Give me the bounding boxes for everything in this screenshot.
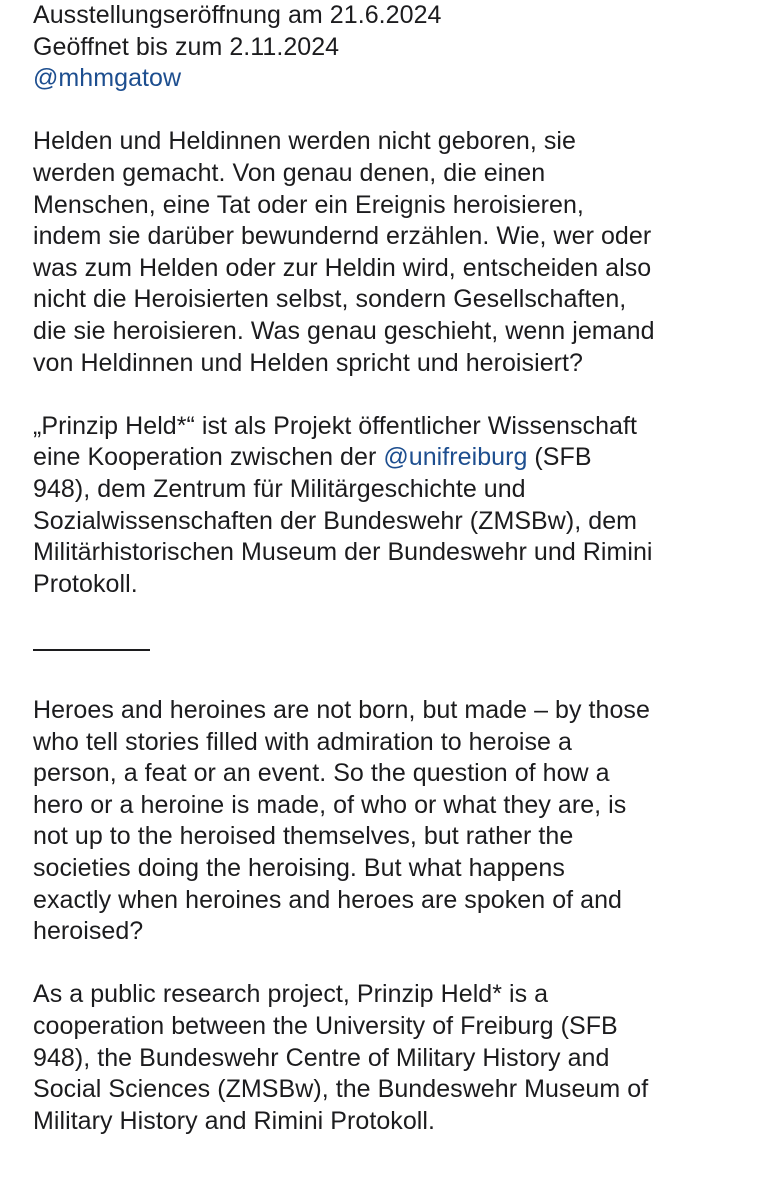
text-line: Protokoll.	[33, 569, 138, 598]
text-line: Menschen, eine Tat oder ein Ereignis heroisieren,	[33, 190, 584, 219]
text-line-with-mention	[33, 442, 745, 474]
text-line: Military History and Rimini Protokoll.	[33, 1106, 435, 1135]
open-until-line: Geöffnet bis zum 2.11.2024	[33, 32, 340, 61]
paragraph-gap	[33, 948, 745, 980]
text-line: cooperation between the University of Freiburg (SFB	[33, 1012, 618, 1040]
text-line: 948), dem Zentrum für Militärgeschichte und	[33, 474, 526, 503]
text-line: As a public research project, Prinzip Held* is a	[33, 980, 549, 1009]
section-divider-row	[33, 632, 745, 664]
english-paragraph-heroes	[33, 695, 745, 948]
post-text	[33, 0, 745, 1137]
text-line: werden gemacht. Von genau denen, die einen	[33, 158, 546, 187]
text-line: Sozialwissenschaften der Bundeswehr (ZMSBw), dem	[33, 506, 638, 535]
german-paragraph-cooperation	[33, 411, 745, 601]
text-line: Helden und Heldinnen werden nicht geboren, sie	[33, 127, 576, 156]
english-paragraph-cooperation	[33, 979, 745, 1137]
text-line: Militärhistorischen Museum der Bundeswehr und Rimini	[33, 538, 653, 567]
text-line: Heroes and heroines are not born, but made – by those	[33, 696, 650, 725]
text-line: indem sie darüber bewundernd erzählen. Wie, wer oder	[33, 222, 652, 251]
text-segment: (SFB	[527, 443, 592, 472]
mention-line	[33, 63, 745, 95]
text-line: heroised?	[33, 917, 144, 946]
paragraph-gap	[33, 379, 745, 411]
text-line: Social Sciences (ZMSBw), the Bundeswehr Museum of	[33, 1075, 649, 1104]
text-line: person, a feat or an event. So the question of how a	[33, 759, 610, 788]
text-line: societies doing the heroising. But what happens	[33, 854, 565, 883]
text-line: not up to the heroised themselves, but rather the	[33, 822, 574, 851]
opening-date-line: Ausstellungseröffnung am 21.6.2024	[33, 1, 442, 29]
paragraph-gap	[33, 95, 745, 127]
text-segment: eine Kooperation zwischen der	[33, 443, 384, 472]
text-line: „Prinzip Held*“ ist als Projekt öffentlicher Wissenschaft	[33, 411, 637, 440]
paragraph-gap	[33, 663, 745, 695]
paragraph-gap	[33, 600, 745, 632]
german-paragraph-heroes	[33, 126, 745, 379]
text-line: von Heldinnen und Helden spricht und heroisiert?	[33, 348, 583, 377]
mention-mhmgatow-link[interactable]: @mhmgatow	[33, 64, 182, 93]
text-line: hero or a heroine is made, of who or what they are, is	[33, 790, 627, 819]
mention-unifreiburg-link[interactable]: @unifreiburg	[383, 443, 528, 472]
text-line: who tell stories filled with admiration to heroise a	[33, 727, 572, 756]
text-line: 948), the Bundeswehr Centre of Military History and	[33, 1043, 610, 1072]
text-line: die sie heroisieren. Was genau geschieht, wenn jemand	[33, 316, 655, 345]
text-line: exactly when heroines and heroes are spoken of and	[33, 885, 622, 914]
text-line: was zum Helden oder zur Heldin wird, entscheiden also	[33, 253, 652, 282]
section-divider	[33, 649, 150, 651]
text-line: nicht die Heroisierten selbst, sondern Gesellschaften,	[33, 285, 627, 314]
